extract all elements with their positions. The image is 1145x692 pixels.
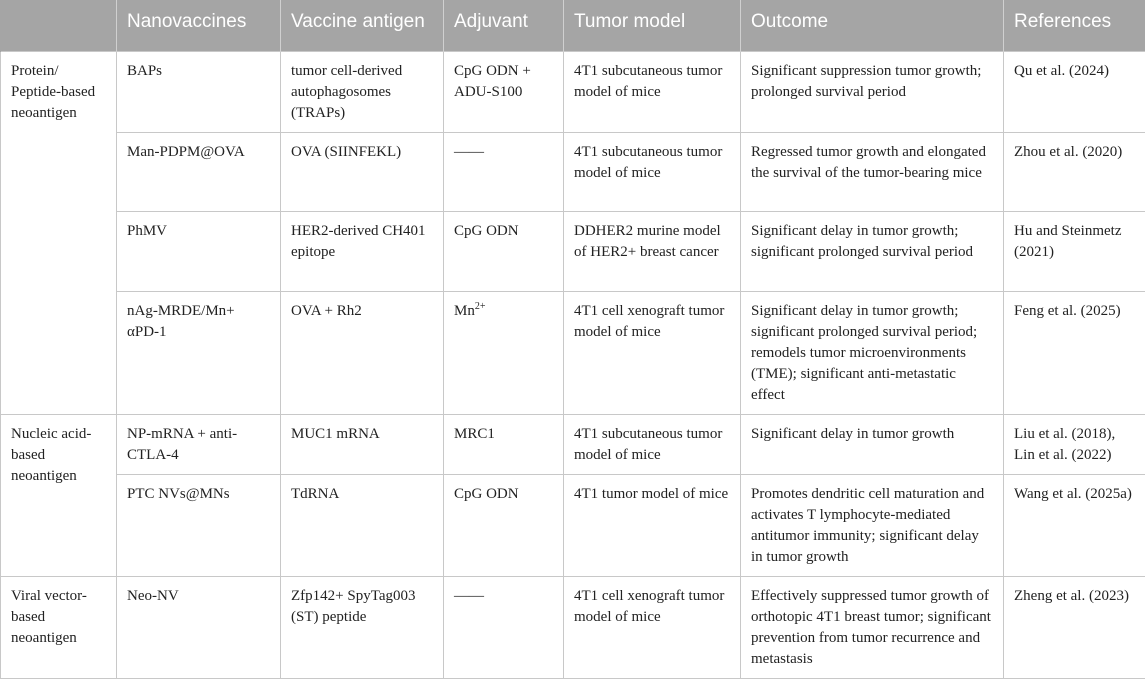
cell-tumor-model: 4T1 subcutaneous tumor model of mice [564, 132, 741, 211]
cell-outcome: Effectively suppressed tumor growth of orthotopic 4T1 breast tumor; significant prevention from tumor recurrence and metastasis [741, 576, 1004, 678]
cell-antigen: Zfp142+ SpyTag003 (ST) peptide [281, 576, 444, 678]
cell-nanovaccine: NP-mRNA + anti-CTLA-4 [117, 414, 281, 474]
cell-reference: Zhou et al. (2020) [1004, 132, 1145, 211]
cell-antigen: HER2-derived CH401 epitope [281, 211, 444, 291]
table-row [1, 474, 1145, 576]
header-tumor-model: Tumor model [564, 0, 741, 51]
cell-reference: Hu and Steinmetz (2021) [1004, 211, 1145, 291]
cell-outcome: Regressed tumor growth and elongated the survival of the tumor-bearing mice [741, 132, 1004, 211]
cell-nanovaccine: PhMV [117, 211, 281, 291]
group-viral-vector: Viral vector-based neoantigen [1, 576, 117, 678]
table-row [1, 291, 1145, 414]
cell-nanovaccine: Man-PDPM@OVA [117, 132, 281, 211]
table-row [1, 414, 1145, 474]
table-row [1, 211, 1145, 291]
cell-antigen: MUC1 mRNA [281, 414, 444, 474]
cell-adjuvant [444, 291, 564, 414]
cell-reference: Wang et al. (2025a) [1004, 474, 1145, 576]
cell-nanovaccine: PTC NVs@MNs [117, 474, 281, 576]
header-row [1, 0, 1145, 51]
group-nucleic-acid: Nucleic acid-based neoantigen [1, 414, 117, 576]
table-row [1, 132, 1145, 211]
header-category [1, 0, 117, 51]
cell-reference: Liu et al. (2018), Lin et al. (2022) [1004, 414, 1145, 474]
cell-adjuvant: MRC1 [444, 414, 564, 474]
cell-outcome: Significant suppression tumor growth; prolonged survival period [741, 51, 1004, 132]
cell-antigen: tumor cell-derived autophagosomes (TRAPs) [281, 51, 444, 132]
cell-outcome: Promotes dendritic cell maturation and activates T lymphocyte-mediated antitumor immunity; significant delay in tumor growth [741, 474, 1004, 576]
cell-tumor-model: 4T1 subcutaneous tumor model of mice [564, 51, 741, 132]
cell-outcome: Significant delay in tumor growth; significant prolonged survival period [741, 211, 1004, 291]
table-row [1, 576, 1145, 678]
header-outcome: Outcome [741, 0, 1004, 51]
group-protein-peptide: Protein/ Peptide-based neoantigen [1, 51, 117, 414]
header-vaccine-antigen: Vaccine antigen [281, 0, 444, 51]
cell-adjuvant: CpG ODN [444, 474, 564, 576]
adjuvant-superscript: 2+ [474, 300, 486, 312]
cell-antigen: TdRNA [281, 474, 444, 576]
cell-nanovaccine: nAg-MRDE/Mn+ αPD-1 [117, 291, 281, 414]
cell-reference: Qu et al. (2024) [1004, 51, 1145, 132]
cell-tumor-model: 4T1 subcutaneous tumor model of mice [564, 414, 741, 474]
table-row [1, 51, 1145, 132]
cell-tumor-model: DDHER2 murine model of HER2+ breast cancer [564, 211, 741, 291]
cell-adjuvant: CpG ODN [444, 211, 564, 291]
cell-adjuvant: —— [444, 132, 564, 211]
cell-reference: Feng et al. (2025) [1004, 291, 1145, 414]
cell-adjuvant: CpG ODN + ADU-S100 [444, 51, 564, 132]
cell-nanovaccine: BAPs [117, 51, 281, 132]
cell-outcome: Significant delay in tumor growth [741, 414, 1004, 474]
cell-tumor-model: 4T1 cell xenograft tumor model of mice [564, 291, 741, 414]
cell-outcome: Significant delay in tumor growth; significant prolonged survival period; remodels tumor microenvironments (TME); significant anti-metastatic effect [741, 291, 1004, 414]
cell-antigen: OVA (SIINFEKL) [281, 132, 444, 211]
cell-nanovaccine: Neo-NV [117, 576, 281, 678]
cell-tumor-model: 4T1 tumor model of mice [564, 474, 741, 576]
adjuvant-base: Mn [454, 302, 475, 319]
header-adjuvant: Adjuvant [444, 0, 564, 51]
header-nanovaccines: Nanovaccines [117, 0, 281, 51]
cell-adjuvant: —— [444, 576, 564, 678]
cell-tumor-model: 4T1 cell xenograft tumor model of mice [564, 576, 741, 678]
cell-antigen: OVA + Rh2 [281, 291, 444, 414]
header-references: References [1004, 0, 1145, 51]
cell-reference: Zheng et al. (2023) [1004, 576, 1145, 678]
